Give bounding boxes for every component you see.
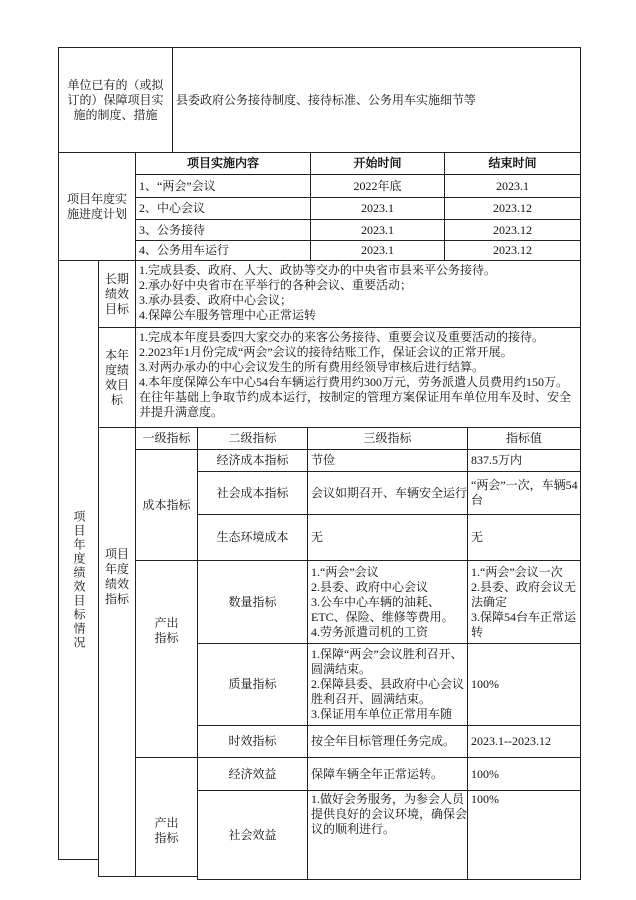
level2-indicator: 经济成本指标 bbox=[197, 449, 308, 472]
long-term-label: 长期绩效目标 bbox=[98, 260, 136, 328]
progress-end: 2023.12 bbox=[444, 219, 581, 241]
level3-indicator: 1.做好会务服务，为参会人员提供良好的会议环境，确保会议的顺利进行。 bbox=[307, 790, 468, 880]
level3-indicator: 节俭 bbox=[307, 449, 468, 472]
level3-indicator: 无 bbox=[307, 514, 468, 561]
long-term-goals: 1.完成县委、政府、人大、政协等交办的中央省市县来平公务接待。 2.承办好中央省市在平举行的各种会议、重要活动； 3.承办县委、政府中心会议； 4.保障公车服务管理中心正常运转 bbox=[135, 260, 581, 328]
indicator-value: 2023.1--2023.12 bbox=[467, 725, 581, 758]
progress-header-end: 结束时间 bbox=[444, 152, 581, 175]
level3-indicator: 1.“两会”会议 2.县委、政府中心会议 3.公车中心车辆的油耗、ETC、保险、维修等费用。 4.劳务派遣司机的工资 bbox=[307, 560, 468, 644]
level2-indicator: 社会成本指标 bbox=[197, 471, 308, 515]
indicator-value: “两会”一次，车辆54台 bbox=[467, 471, 581, 515]
annual-goals: 1.完成本年度县委四大家交办的来客公务接待、重要会议及重要活动的接待。 2.2023年1月份完成“两会”会议的接待结账工作，保证会议的正常开展。 3.对两办承办的中心会议发生的所有费用经领导审核后进行结算。 4.本年度保障公车中心54台车辆运行费用约300万元，劳务派遣人员费用约150万。在往年基础上争取节约成本运行，按制定的管理方案保证用车单位用车及时、安全并提升满意度。 bbox=[135, 327, 581, 428]
level2-indicator: 社会效益 bbox=[197, 790, 308, 880]
indicator-value: 100% bbox=[467, 757, 581, 791]
annual-label: 本年度绩效目标 bbox=[98, 327, 136, 428]
level3-indicator: 保障车辆全年正常运转。 bbox=[307, 757, 468, 791]
level3-indicator: 会议如期召开、车辆安全运行 bbox=[307, 471, 468, 515]
progress-header-start: 开始时间 bbox=[310, 152, 445, 175]
level2-indicator: 经济效益 bbox=[197, 757, 308, 791]
indicators-label bbox=[98, 427, 136, 877]
indicator-value: 1.“两会”会议一次 2.县委、政府会议无法确定 3.保障54台车正常运转 bbox=[467, 560, 581, 644]
progress-header-content: 项目实施内容 bbox=[135, 152, 311, 175]
measures-label: 单位已有的（或拟订的）保障项目实施的制度、措施 bbox=[58, 47, 173, 153]
goals-label bbox=[58, 260, 99, 860]
level2-indicator: 时效指标 bbox=[197, 725, 308, 758]
goals-label-text: 项目年度绩效目标情况 bbox=[72, 510, 86, 650]
progress-start: 2022年底 bbox=[310, 174, 445, 198]
progress-label: 项目年度实施进度计划 bbox=[58, 152, 136, 261]
level1-cost: 成本指标 bbox=[135, 449, 198, 561]
progress-content: 4、公务用车运行 bbox=[135, 240, 311, 261]
progress-end: 2023.1 bbox=[444, 174, 581, 198]
indicators-label-text: 项目年度绩效指标 bbox=[104, 547, 129, 606]
progress-start: 2023.1 bbox=[310, 240, 445, 261]
progress-end: 2023.12 bbox=[444, 197, 581, 220]
level3-indicator: 按全年目标管理任务完成。 bbox=[307, 725, 468, 758]
level1-output: 产出指标 bbox=[135, 560, 198, 758]
indicator-value: 837.5万内 bbox=[467, 449, 581, 472]
level2-indicator: 质量指标 bbox=[197, 643, 308, 726]
progress-content: 3、公务接待 bbox=[135, 219, 311, 241]
indicator-value: 无 bbox=[467, 514, 581, 561]
header-level2: 二级指标 bbox=[197, 427, 308, 450]
header-level1: 一级指标 bbox=[135, 427, 198, 450]
level2-indicator: 生态环境成本 bbox=[197, 514, 308, 561]
progress-content: 1、“两会”会议 bbox=[135, 174, 311, 198]
level2-indicator: 数量指标 bbox=[197, 560, 308, 644]
progress-start: 2023.1 bbox=[310, 219, 445, 241]
measures-value: 县委政府公务接待制度、接待标准、公务用车实施细节等 bbox=[172, 47, 581, 153]
level3-indicator: 1.保障“两会”会议胜利召开、圆满结束。 2.保障县委、县政府中心会议胜利召开、圆满结束。 3.保证用车单位正常用车随 bbox=[307, 643, 468, 726]
level1-output-2: 产出指标 bbox=[135, 757, 198, 877]
progress-end: 2023.12 bbox=[444, 240, 581, 261]
progress-start: 2023.1 bbox=[310, 197, 445, 220]
header-value: 指标值 bbox=[467, 427, 581, 450]
header-level3: 三级指标 bbox=[307, 427, 468, 450]
progress-content: 2、中心会议 bbox=[135, 197, 311, 220]
indicator-value: 100% bbox=[467, 790, 581, 880]
indicator-value: 100% bbox=[467, 643, 581, 726]
